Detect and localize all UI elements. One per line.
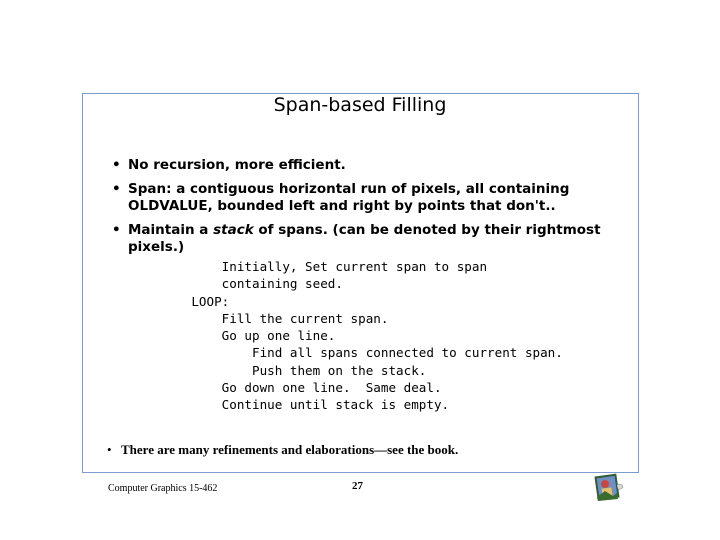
bullet-no-recursion xyxy=(112,157,346,174)
code-line: Find all spans connected to current span. xyxy=(161,345,563,361)
code-line: Go up one line. xyxy=(161,328,336,344)
footnote-text: There are many refinements and elaborations—see the book. xyxy=(121,442,459,457)
bullet-span-definition xyxy=(112,181,570,215)
footnote-refinements xyxy=(107,442,459,458)
bullet-marker: • xyxy=(112,222,121,238)
bullet-text-prefix: Maintain a xyxy=(128,222,214,238)
bullet-text-line-1: Span: a contiguous horizontal run of pixels, all containing xyxy=(128,181,570,197)
code-line: LOOP: xyxy=(161,293,230,309)
bullet-marker: • xyxy=(112,157,121,173)
code-line: Go down one line. Same deal. xyxy=(161,380,442,396)
bullet-maintain-stack xyxy=(112,222,601,256)
code-line: Fill the current span. xyxy=(161,310,389,326)
code-line: Push them on the stack. xyxy=(161,362,427,378)
code-line: Continue until stack is empty. xyxy=(161,397,450,413)
bullet-text-suffix: of spans. (can be denoted by their rightmost xyxy=(253,222,601,238)
slide-title: Span-based Filling xyxy=(273,94,447,116)
bullet-marker: • xyxy=(107,442,112,457)
code-line: containing seed. xyxy=(161,276,343,292)
code-line: Initially, Set current span to span xyxy=(161,259,488,274)
bullet-text: No recursion, more efficient. xyxy=(128,157,346,173)
footer-course-name: Computer Graphics 15-462 xyxy=(108,483,218,494)
bullet-text-emphasis: stack xyxy=(213,222,254,238)
bullet-text-line-2: OLDVALUE, bounded left and right by points that don't.. xyxy=(128,198,556,214)
bullet-marker: • xyxy=(112,181,121,197)
bullet-text-line-2: pixels.) xyxy=(128,239,185,255)
pseudocode-block xyxy=(161,258,563,414)
page-number: 27 xyxy=(352,480,363,492)
course-logo-photo-icon xyxy=(593,473,626,503)
